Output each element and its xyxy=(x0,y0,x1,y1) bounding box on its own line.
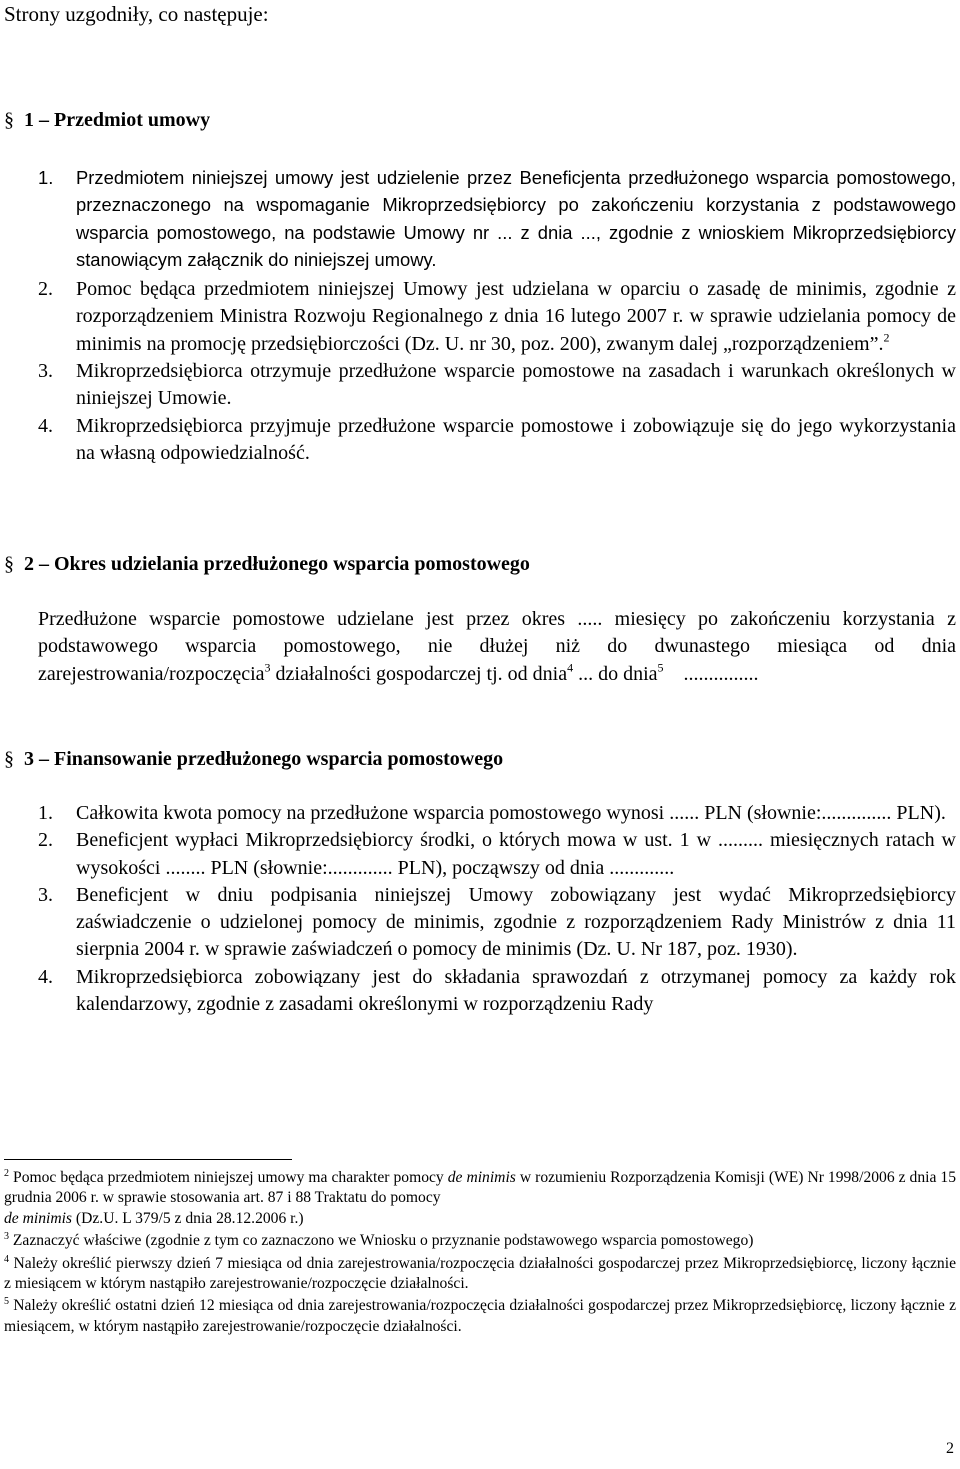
section-symbol: § xyxy=(4,553,14,575)
item-number: 2. xyxy=(38,829,53,852)
item-number: 4. xyxy=(38,414,53,437)
footnote-ref: 5 xyxy=(657,660,664,675)
item-number: 1. xyxy=(38,167,54,188)
item-text: Beneficjent w dniu podpisania niniejszej Umowy zobowiązany jest wydać Mikroprzedsiębiorcy zaświadczenie o udzielonej pomocy de minimis, zgodnie z rozporządzeniem Rady Ministrów z dnia 11 sierpnia 2004 r. w sprawie zaświadczeń o pomocy de minimis (Dz. U. Nr 187, poz. 1930). xyxy=(76,883,956,961)
item-number: 2. xyxy=(38,278,53,301)
section-1-list xyxy=(38,164,956,467)
section-symbol: § xyxy=(4,748,14,770)
section-2-title: 2 – Okres udzielania przedłużonego wsparcia pomostowego xyxy=(24,553,530,575)
section-3-title: 3 – Finansowanie przedłużonego wsparcia pomostowego xyxy=(24,748,504,770)
footnote-separator xyxy=(4,1159,292,1160)
item-number: 3. xyxy=(38,360,53,383)
item-text: Pomoc będąca przedmiotem niniejszej Umowy jest udzielana w oparciu o zasadę de minimis, zgodnie z rozporządzeniem Ministra Rozwoju Regionalnego z dnia 16 lutego 2007 r. w sprawie udzielania pomocy de minimis na promocję przedsiębiorczości (Dz. U. nr 30, poz. 200), zwanym dalej „rozporządzeniem”. xyxy=(76,278,956,355)
footnote xyxy=(4,1296,956,1337)
section-1-title: 1 – Przedmiot umowy xyxy=(24,109,211,131)
item-text: Mikroprzedsiębiorca otrzymuje przedłużone wsparcie pomostowe na zasadach i warunkach określonych w niniejszej Umowie. xyxy=(76,360,956,410)
footnote-ref: 4 xyxy=(567,660,574,675)
footnote xyxy=(4,1254,956,1295)
footnote-number: 5 xyxy=(4,1296,9,1308)
item-number: 3. xyxy=(38,883,53,906)
item-text: Przedmiotem niniejszej umowy jest udzielenie przez Beneficjenta przedłużonego wsparcia pomostowego, przeznaczonego na wspomaganie Mikroprzedsiębiorcy po zakończeniu korzystania z podstawowego wsparcia pomostowego, na podstawie Umowy nr ... z dnia ..., zgodnie z wnioskiem Mikroprzedsiębiorcy stanowiącym załącznik do niniejszej umowy. xyxy=(76,167,956,270)
list-item xyxy=(38,276,956,358)
section-2-heading xyxy=(4,550,530,578)
footnote-italic: de minimis xyxy=(447,1169,516,1186)
item-text: Całkowita kwota pomocy na przedłużone wsparcia pomostowego wynosi ...... PLN (słownie:.............. PLN). xyxy=(76,802,946,824)
footnote xyxy=(4,1168,956,1229)
list-item xyxy=(38,964,956,1019)
item-text: Beneficjent wypłaci Mikroprzedsiębiorcy środki, o których mowa w ust. 1 w ......... miesięcznych ratach w wysokości ........ PLN (słownie:............. PLN), począwszy od dnia ............. xyxy=(76,829,956,879)
footnote-text: Należy określić ostatni dzień 12 miesiąca od dnia zarejestrowania/rozpoczęcia działalności gospodarczej przez Mikroprzedsiębiorcę, liczony łącznie z miesiącem, w którym nastąpiło zarejestrowanie/rozpoczęcie działalności. xyxy=(4,1297,956,1335)
section-2-paragraph xyxy=(38,606,956,688)
list-item xyxy=(38,358,956,413)
list-item xyxy=(38,164,956,273)
paragraph-text: Przedłużone wsparcie pomostowe udzielane jest przez okres ..... miesięcy po zakończeniu korzystania z podstawowego wsparcia pomostowego, nie dłużej niż do dwunastego miesiąca od dnia zarejestrowania/rozpoczęcia xyxy=(38,608,956,685)
item-text: Mikroprzedsiębiorca zobowiązany jest do składania sprawozdań z otrzymanej pomocy za każdy rok kalendarzowy, zgodnie z zasadami określonymi w rozporządzeniu Rady xyxy=(76,965,956,1016)
paragraph-text: ............... xyxy=(683,662,759,685)
footnote-italic: de minimis xyxy=(4,1209,73,1227)
footnote-text: Należy określić pierwszy dzień 7 miesiąca od dnia zarejestrowania/rozpoczęcia działalności gospodarczej przez Mikroprzedsiębiorcę, liczony łącznie z miesiącem w którym nastąpiło zarejestrowanie/rozpoczęcie działalności. xyxy=(4,1254,956,1293)
intro-text: Strony uzgodniły, co następuje: xyxy=(4,2,269,26)
footnote-ref: 3 xyxy=(264,660,271,675)
footnote-text: Zaznaczyć właściwe (zgodnie z tym co zaznaczono we Wniosku o przyznanie podstawowego wsparcia pomostowego) xyxy=(12,1232,754,1250)
footnotes xyxy=(4,1168,956,1339)
list-item xyxy=(38,827,956,882)
footnote-ref: 2 xyxy=(883,330,890,345)
footnote xyxy=(4,1231,956,1251)
list-item xyxy=(38,800,956,827)
section-3-list xyxy=(38,800,956,1018)
section-symbol: § xyxy=(4,109,14,131)
item-number: 1. xyxy=(38,802,53,824)
item-number: 4. xyxy=(38,965,53,988)
list-item xyxy=(38,413,956,468)
footnote-text: Pomoc będąca przedmiotem niniejszej umowy ma charakter pomocy xyxy=(13,1169,444,1186)
item-text: Mikroprzedsiębiorca przyjmuje przedłużone wsparcie pomostowe i zobowiązuje się do jego wykorzystania na własną odpowiedzialność. xyxy=(76,414,956,464)
page-number: 2 xyxy=(946,1440,954,1457)
footnote-number: 3 xyxy=(4,1231,9,1243)
footnote-number: 4 xyxy=(4,1253,9,1265)
paragraph-text: ... do dnia xyxy=(578,662,658,685)
footnote-number: 2 xyxy=(4,1168,9,1179)
footnote-text: w rozumieniu Rozporządzenia Komisji (WE) Nr 1998/2006 z dnia 15 grudnia 2006 r. w sprawie stosowania art. 87 i 88 Traktatu do pomocy xyxy=(4,1169,956,1207)
section-1-heading xyxy=(4,106,210,134)
list-item xyxy=(38,882,956,964)
section-3-heading xyxy=(4,745,503,773)
paragraph-text: działalności gospodarczej tj. od dnia xyxy=(275,662,568,685)
footnote-text: (Dz.U. L 379/5 z dnia 28.12.2006 r.) xyxy=(75,1209,304,1227)
